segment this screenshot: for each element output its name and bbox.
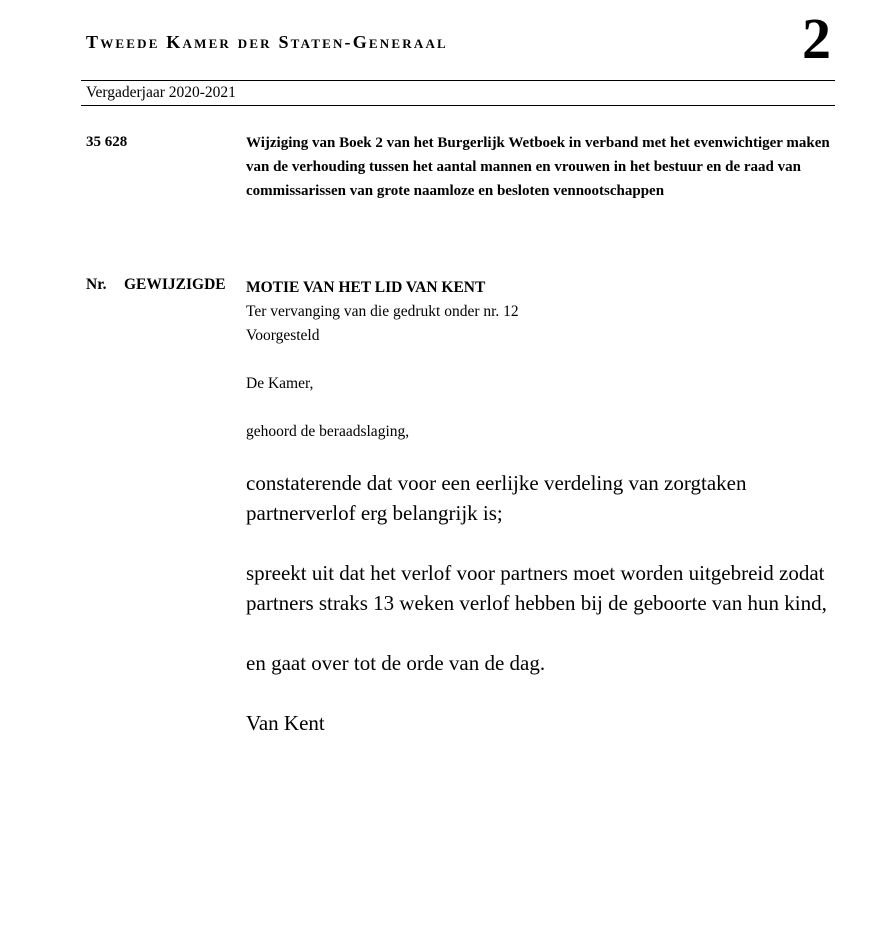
top-rule xyxy=(81,80,835,81)
motion-title: MOTIE VAN HET LID VAN KENT xyxy=(246,279,486,296)
chamber-title: Tweede Kamer der Staten-Generaal xyxy=(86,32,448,52)
session-year: Vergaderjaar 2020-2021 xyxy=(86,84,236,101)
replacement-note: Ter vervanging van die gedrukt onder nr. 12 xyxy=(246,303,519,320)
closing-line: en gaat over tot de orde van de dag. xyxy=(246,651,546,675)
dossier-number: 35 628 xyxy=(86,134,128,150)
motion-qualifier: GEWIJZIGDE xyxy=(124,276,226,293)
motion-status: Voorgesteld xyxy=(246,327,320,344)
heard-line: gehoord de beraadslaging, xyxy=(246,423,410,440)
motion-body xyxy=(246,276,836,738)
document-number: 2 xyxy=(802,6,831,71)
consideration-2: spreekt uit dat het verlof voor partners moet worden uitgebreid zodat partners straks 13 weken verlof hebben bij de geboorte van hun kind, xyxy=(246,561,827,615)
nr-label: Nr. xyxy=(86,276,107,293)
addressee: De Kamer, xyxy=(246,375,314,392)
signature: Van Kent xyxy=(246,711,325,735)
dossier-title: Wijziging van Boek 2 van het Burgerlijk Wetboek in verband met het evenwichtiger maken van de verhouding tussen het aantal mannen en vrouwen in het bestuur en de raad van commissarissen van grote naamloze en besloten vennootschappen xyxy=(246,135,830,199)
consideration-1: constaterende dat voor een eerlijke verdeling van zorgtaken partnerverlof erg belangrijk is; xyxy=(246,471,747,525)
bottom-rule xyxy=(81,105,835,106)
